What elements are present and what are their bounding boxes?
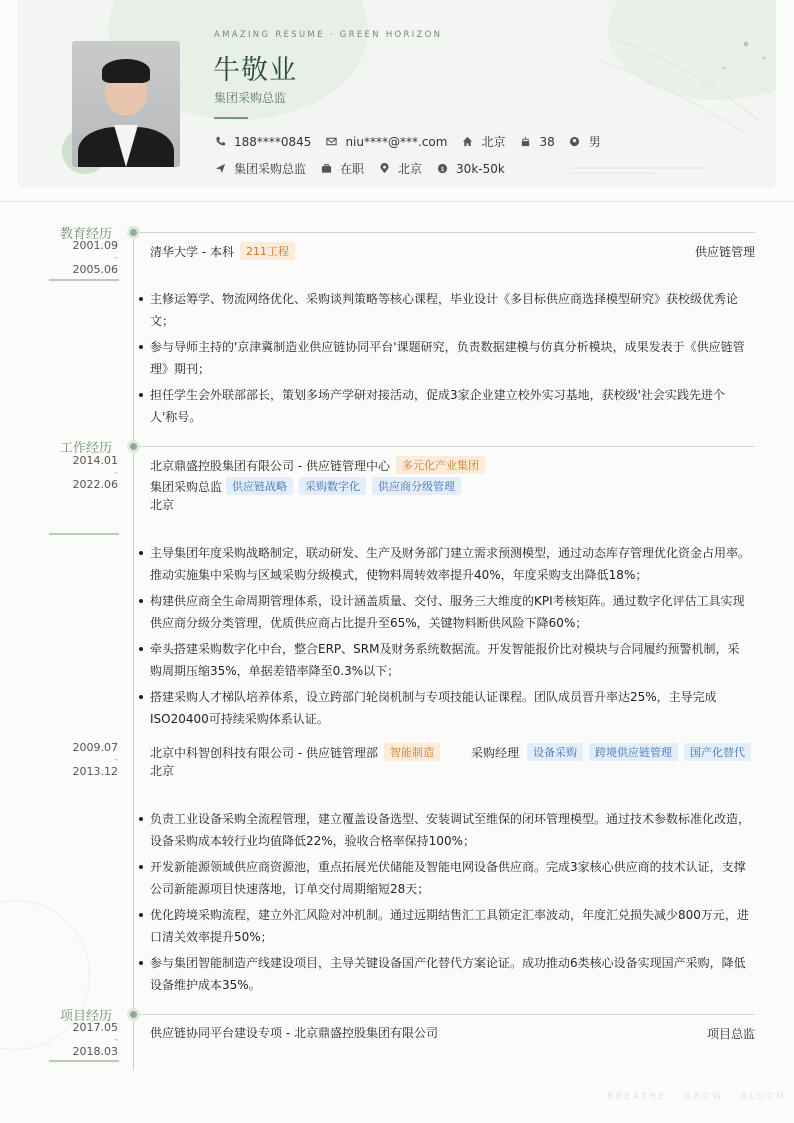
job-bullet: 主导集团年度采购战略制定，联动研发、生产及财务部门建立需求预测模型，通过动态库存管理优化资金占用率。推动实施集中采购与区域采购分级模式，使物料周转效率提升40%，年度采购支出降低18%； bbox=[138, 542, 750, 586]
job-date-rule bbox=[49, 533, 119, 535]
education-bullet: 参与导师主持的'京津冀制造业供应链协同平台'课题研究，负责数据建模与仿真分析模块，成果发表于《供应链管理》期刊； bbox=[138, 336, 750, 380]
work-section-rule bbox=[140, 446, 755, 447]
job-position-row bbox=[471, 743, 751, 761]
age-text: 38 bbox=[539, 134, 555, 149]
phone-item bbox=[214, 135, 311, 149]
education-school-row bbox=[150, 242, 295, 260]
status-text: 在职 bbox=[340, 162, 365, 176]
education-bullet: 主修运筹学、物流网络优化、采购谈判策略等核心课程，毕业设计《多目标供应商选择模型研究》获校级优秀论文； bbox=[138, 288, 750, 332]
cake-icon bbox=[519, 136, 531, 148]
mail-icon bbox=[325, 136, 337, 148]
education-bullet: 担任学生会外联部部长，策划多场产学研对接活动，促成3家企业建立校外实习基地，获校级'社会实践先进个人'称号。 bbox=[138, 384, 750, 428]
job-position-row bbox=[150, 477, 461, 495]
contact-row bbox=[214, 133, 615, 150]
job-city: 北京 bbox=[150, 498, 175, 512]
job-bullet: 搭建采购人才梯队培养体系，设立跨部门轮岗机制与专项技能认证课程。团队成员晋升率达25%，主导完成ISO20400可持续采购体系认证。 bbox=[138, 686, 750, 730]
job-tag: 采购数字化 bbox=[299, 477, 366, 495]
job-date: 2009.07 - 2013.12 bbox=[72, 741, 118, 778]
school-name: 清华大学 - 本科 bbox=[150, 244, 234, 259]
target-city-text: 北京 bbox=[398, 162, 423, 176]
email-text: niu****@***.com bbox=[345, 134, 448, 149]
salary-text: 30k-50k bbox=[456, 161, 505, 176]
gender-icon bbox=[569, 136, 581, 148]
project-date-rule bbox=[49, 1060, 119, 1062]
education-date-rule bbox=[49, 279, 119, 281]
project-name: 供应链协同平台建设专项 - 北京鼎盛控股集团有限公司 bbox=[150, 1026, 438, 1040]
target-title-text: 集团采购总监 bbox=[234, 162, 307, 176]
work-section-dot bbox=[127, 440, 140, 453]
project-section-dot bbox=[127, 1008, 140, 1021]
briefcase-icon bbox=[320, 163, 332, 175]
work-section-title: 工作经历 bbox=[60, 441, 113, 456]
job-company-row bbox=[150, 456, 485, 474]
job-position: 采购经理 bbox=[471, 745, 520, 760]
money-icon bbox=[436, 163, 448, 175]
decorative-arcs bbox=[578, 20, 776, 140]
send-icon bbox=[214, 163, 226, 175]
job-company-tag: 多元化产业集团 bbox=[396, 456, 485, 474]
project-section-title: 项目经历 bbox=[60, 1009, 113, 1024]
footer-watermark: BREATHE · GROW · BLOOM bbox=[607, 1092, 787, 1102]
job-position: 集团采购总监 bbox=[150, 479, 223, 494]
education-major: 供应链管理 bbox=[694, 245, 755, 259]
education-section-rule bbox=[140, 232, 755, 233]
job-bullet: 负责工业设备采购全流程管理，建立覆盖设备选型、安装调试至维保的闭环管理模型。通过技术参数标准化改造，设备采购成本较行业均值降低22%，验收合格率保持100%； bbox=[138, 808, 750, 852]
profile-photo bbox=[72, 41, 180, 167]
job-tag: 供应商分级管理 bbox=[372, 477, 461, 495]
decorative-lines bbox=[570, 166, 710, 176]
location-icon bbox=[378, 163, 390, 175]
project-section-rule bbox=[140, 1014, 755, 1015]
header-divider bbox=[0, 201, 794, 202]
job-bullet: 参与集团智能制造产线建设项目，主导关键设备国产化替代方案论证。成功推动6类核心设备实现国产采购，降低设备维护成本35%。 bbox=[138, 952, 750, 996]
education-date: 2001.09 - 2005.06 bbox=[72, 239, 118, 276]
project-role: 项目总监 bbox=[706, 1027, 755, 1041]
title-underline bbox=[214, 117, 248, 119]
school-tag: 211工程 bbox=[240, 242, 295, 260]
job-company-row bbox=[150, 743, 440, 761]
home-item bbox=[461, 133, 505, 150]
candidate-name: 牛敬业 bbox=[213, 55, 297, 86]
status-item bbox=[320, 160, 364, 177]
gender-item bbox=[569, 133, 601, 150]
svg-text:$: $ bbox=[440, 164, 445, 173]
job-tag: 供应链战略 bbox=[226, 477, 293, 495]
job-tag: 国产化替代 bbox=[684, 743, 751, 761]
job-date: 2014.01 - 2022.06 bbox=[72, 454, 118, 491]
age-item bbox=[519, 135, 554, 149]
phone-icon bbox=[214, 136, 226, 148]
home-icon bbox=[461, 136, 473, 148]
candidate-title: 集团采购总监 bbox=[214, 91, 287, 105]
job-bullet: 优化跨境采购流程，建立外汇风险对冲机制。通过远期结售汇工具锁定汇率波动，年度汇兑损失减少800万元，进口清关效率提升50%； bbox=[138, 904, 750, 948]
job-city: 北京 bbox=[150, 764, 175, 778]
job-company-tag: 智能制造 bbox=[384, 743, 440, 761]
education-section-title: 教育经历 bbox=[60, 227, 113, 242]
job-company: 北京鼎盛控股集团有限公司 - 供应链管理中心 bbox=[150, 458, 390, 473]
email-item bbox=[325, 135, 447, 149]
job-bullet: 开发新能源领域供应商资源池，重点拓展光伏储能及智能电网设备供应商。完成3家核心供应商的技术认证，支撑公司新能源项目快速落地，订单交付周期缩短28天； bbox=[138, 856, 750, 900]
phone-text: 188****0845 bbox=[234, 134, 312, 149]
intention-row bbox=[214, 160, 519, 177]
timeline-line bbox=[133, 232, 134, 1070]
gender-text: 男 bbox=[588, 135, 601, 149]
job-tag: 跨境供应链管理 bbox=[589, 743, 678, 761]
salary-item bbox=[436, 162, 505, 176]
target-title-item bbox=[214, 160, 306, 177]
target-city-item bbox=[378, 160, 422, 177]
education-section-dot bbox=[127, 226, 140, 239]
job-company: 北京中科智创科技有限公司 - 供应链管理部 bbox=[150, 745, 378, 760]
home-text: 北京 bbox=[481, 135, 506, 149]
job-bullet: 构建供应商全生命周期管理体系，设计涵盖质量、交付、服务三大维度的KPI考核矩阵。通过数字化评估工具实现供应商分级分类管理，优质供应商占比提升至65%，关键物料断供风险下降60%； bbox=[138, 590, 750, 634]
job-tag: 设备采购 bbox=[527, 743, 583, 761]
project-date: 2017.05 - 2018.03 bbox=[72, 1021, 118, 1058]
job-bullet: 牵头搭建采购数字化中台，整合ERP、SRM及财务系统数据流。开发智能报价比对模块与合同履约预警机制，采购周期压缩35%，单据差错率降至0.3%以下； bbox=[138, 638, 750, 682]
resume-tagline: AMAZING RESUME · GREEN HORIZON bbox=[214, 30, 443, 40]
